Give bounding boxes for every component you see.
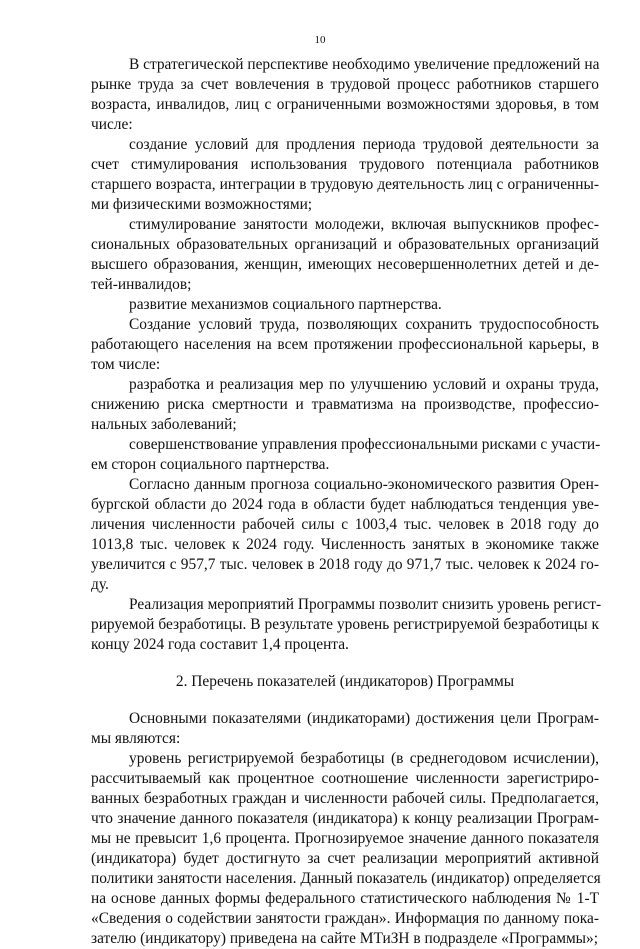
text-line: ми физическими возможностями; bbox=[91, 196, 313, 213]
text-line: рассчитываемый как процентное соотношение численности зарегистриро- bbox=[91, 770, 599, 787]
text-line: рируемой безработицы. В результате уровень регистрируемой безработицы к bbox=[91, 616, 599, 633]
text-line: что значение данного показателя (индикатора) к концу реализации Програм- bbox=[91, 810, 599, 827]
text-line: старшего возраста, интеграции в трудовую деятельность лиц с ограниченны- bbox=[91, 176, 599, 193]
text-line: В стратегической перспективе необходимо увеличение предложений на bbox=[129, 56, 600, 73]
text-line: снижению риска смертности и травматизма на производстве, профессио- bbox=[91, 396, 599, 413]
text-line: зателю (индикатору) приведена на сайте МТиЗН в подразделе «Программы»; bbox=[91, 930, 598, 947]
text-line: на основе данных формы федерального статистического наблюдения № 1-Т bbox=[91, 890, 599, 907]
section-heading: 2. Перечень показателей (индикаторов) Программы bbox=[175, 673, 515, 690]
text-line: Основными показателями (индикаторами) достижения цели Програм- bbox=[129, 710, 599, 727]
text-line: ем сторон социального партнерства. bbox=[91, 456, 330, 473]
text-line: личения численности рабочей силы с 1003,4 тыс. человек в 2018 году до bbox=[91, 516, 599, 533]
text-line: возраста, инвалидов, лиц с ограниченными возможностями здоровья, в том bbox=[91, 96, 599, 113]
text-line: 1013,8 тыс. человек к 2024 году. Численность занятых в экономике также bbox=[91, 536, 599, 553]
text-line: концу 2024 года составит 1,4 процента. bbox=[91, 636, 349, 653]
text-line: Создание условий труда, позволяющих сохранить трудоспособность bbox=[129, 316, 599, 333]
document-body bbox=[91, 55, 602, 949]
text-line: разработка и реализация мер по улучшению условий и охраны труда, bbox=[129, 376, 599, 393]
page-number: 10 bbox=[314, 34, 326, 46]
text-line: (индикатора) будет достигнуто за счет реализации мероприятий активной bbox=[91, 850, 599, 867]
text-line: нальных заболеваний; bbox=[91, 416, 237, 433]
text-line: работающего населения на всем протяжении профессиональной карьеры, в bbox=[91, 336, 599, 353]
text-line: политики занятости населения. Данный показатель (индикатор) определяется bbox=[91, 870, 601, 887]
text-line: совершенствование управления профессиональными рисками с участи- bbox=[129, 436, 601, 453]
text-line: тей-инвалидов; bbox=[91, 276, 192, 293]
text-line: стимулирование занятости молодежи, включая выпускников профес- bbox=[129, 216, 599, 233]
text-line: создание условий для продления периода трудовой деятельности за bbox=[129, 136, 599, 153]
text-line: том числе: bbox=[91, 356, 161, 373]
text-line: Реализация мероприятий Программы позволит снизить уровень регист- bbox=[129, 596, 602, 613]
text-line: ванных безработных граждан и численности рабочей силы. Предполагается, bbox=[91, 790, 599, 807]
text-line: увеличится с 957,7 тыс. человек в 2018 году до 971,7 тыс. человек к 2024 го- bbox=[91, 556, 599, 573]
text-line: «Сведения о содействии занятости граждан». Информация по данному пока- bbox=[91, 910, 599, 927]
text-line: уровень регистрируемой безработицы (в среднегодовом исчислении), bbox=[129, 750, 599, 767]
text-line: мы не превысит 1,6 процента. Прогнозируемое значение данного показателя bbox=[91, 830, 599, 847]
text-line: бургской области до 2024 года в области будет наблюдаться тенденция уве- bbox=[91, 496, 599, 513]
text-line: счет стимулирования использования трудового потенциала работников bbox=[91, 156, 599, 173]
text-line: сиональных образовательных организаций и образовательных организаций bbox=[91, 236, 599, 253]
text-line: ду. bbox=[91, 576, 109, 593]
text-line: развитие механизмов социального партнерства. bbox=[129, 296, 442, 313]
text-line: числе: bbox=[91, 116, 133, 133]
text-line: рынке труда за счет вовлечения в трудовой процесс работников старшего bbox=[91, 76, 599, 93]
text-line: Согласно данным прогноза социально-экономического развития Орен- bbox=[129, 476, 599, 493]
text-line: высшего образования, женщин, имеющих несовершеннолетних детей и де- bbox=[91, 256, 599, 273]
text-line: мы являются: bbox=[91, 730, 181, 747]
